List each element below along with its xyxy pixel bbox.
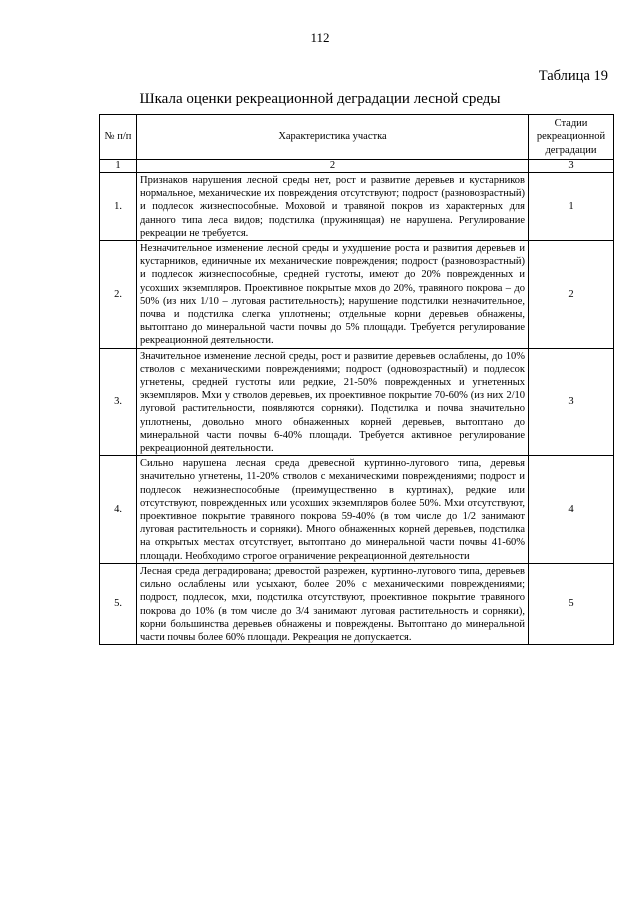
row-characteristic: Признаков нарушения лесной среды нет, рост и развитие деревьев и кустарников нормальное, механические их повреждения отсутствуют; подрост (разновозрастный) и подлесок жизнеспособные. Моховой и травяной покров из характерных для данного типа леса видов; подстилка (пружинящая) не нарушена. Регулирование рекреации не требуется. bbox=[137, 173, 529, 241]
page-number: 112 bbox=[310, 30, 330, 45]
row-number: 5. bbox=[100, 563, 137, 644]
header-characteristic: Характеристика участка bbox=[137, 115, 529, 160]
row-number: 2. bbox=[100, 241, 137, 349]
row-characteristic: Лесная среда деградирована; древостой разрежен, куртинно-лугового типа, деревьев сильно ослаблены или усыхают, более 20% с механическими повреждениями; подрост, подлесок, мхи, подстилка отсутствуют, проективное покрытие травяного покрова до 10% (в том числе до 3/4 занимают луговая растительность и сорняки), корни большинства деревьев обнажены и повреждены. Вытоптано до минеральной части почвы более 60% площади. Рекреация не допускается. bbox=[137, 563, 529, 644]
row-stage: 1 bbox=[529, 173, 614, 241]
table-label: Таблица 19 bbox=[538, 68, 608, 84]
column-index-cell: 1 bbox=[100, 160, 137, 173]
row-stage: 5 bbox=[529, 563, 614, 644]
column-index-cell: 3 bbox=[529, 160, 614, 173]
column-index-row bbox=[100, 160, 614, 173]
row-characteristic: Значительное изменение лесной среды, рост и развитие деревьев ослаблены, до 10% стволов с механическими повреждениями; подрост (одновозрастный) и подлесок угнетены, средней густоты или редкие, 21-50% поврежденных и угнетенных экземпляров. Мхи у стволов деревьев, их проективное покрытие 70-60% (из них 2/10 луговой растительности, появляются сорняки). Подстилка и почва значительно уплотнены, довольно много обнаженных корней деревьев, вытоптано до минеральной части почвы 6-40% площади. Требуется активное регулирование рекреационной деятельности. bbox=[137, 348, 529, 456]
table-row bbox=[100, 563, 614, 644]
header-number: № п/п bbox=[100, 115, 137, 160]
row-number: 4. bbox=[100, 456, 137, 564]
table-row bbox=[100, 456, 614, 564]
row-characteristic: Сильно нарушена лесная среда древесной куртинно-лугового типа, деревья значительно угнетены, 11-20% стволов с механическими повреждениями; подрост и подлесок нежизнеспособные (преимущественно в куртинах), редкие или отсутствуют, поврежденных или усохших экземпляров более 50%. Мхи отсутствуют, проективное покрытие травяного покрова 59-40% (в том числе до 1/2 занимают луговая растительность и сорняки). Много обнаженных корней деревьев, подстилка на открытых местах отсутствует, вытоптано до минеральной части почвы 41-60% площади. Необходимо строгое ограничение рекреационной деятельности bbox=[137, 456, 529, 564]
column-index-cell: 2 bbox=[137, 160, 529, 173]
row-number: 1. bbox=[100, 173, 137, 241]
row-number: 3. bbox=[100, 348, 137, 456]
row-characteristic: Незначительное изменение лесной среды и ухудшение роста и развития деревьев и кустарников, единичные их механические повреждения; подрост (разновозрастный) и подлесок жизнеспособные, средней густоты, имеют до 20% поврежденных и усохших экземпляров. Проективное покрытые мхов до 20%, травяного покрова – до 50% (из них 1/10 – луговая растительность); нарушение подстилки незначительное, почва и подстилка слегка уплотнены; отдельные корни деревьев обнажены, вытоптано до минеральной части почвы до 5% площади. Требуется регулирование рекреационной деятельности. bbox=[137, 241, 529, 349]
row-stage: 4 bbox=[529, 456, 614, 564]
header-stage: Стадии рекреационной деградации bbox=[529, 115, 614, 160]
table-row bbox=[100, 173, 614, 241]
table-title: Шкала оценки рекреационной деградации лесной среды bbox=[139, 91, 501, 107]
row-stage: 2 bbox=[529, 241, 614, 349]
table-row bbox=[100, 241, 614, 349]
row-stage: 3 bbox=[529, 348, 614, 456]
table-header-row bbox=[100, 115, 614, 160]
degradation-scale-table bbox=[99, 114, 614, 645]
table-row bbox=[100, 348, 614, 456]
